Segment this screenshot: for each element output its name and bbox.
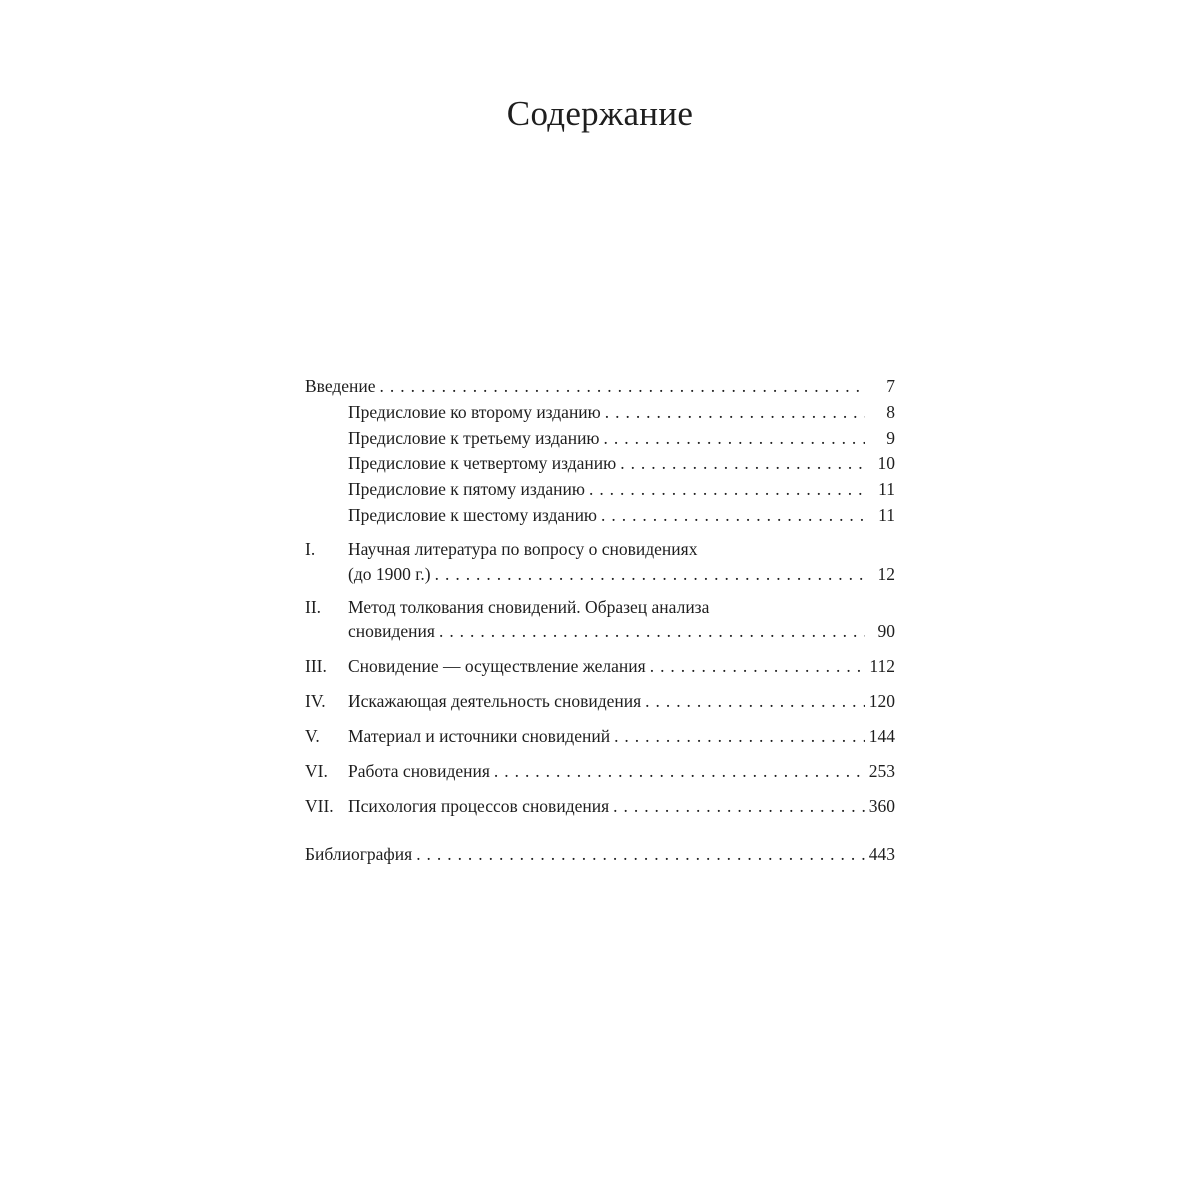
toc-page-number: 90	[877, 621, 895, 641]
chapter-number: VI.	[305, 761, 328, 781]
toc-page-number: 8	[886, 402, 895, 422]
toc-page-number: 12	[877, 564, 895, 584]
leader-dots	[601, 504, 865, 526]
toc-entry-label-line2: (до 1900 г.)	[348, 564, 431, 584]
toc-entry-chapter-7[interactable]	[348, 795, 895, 817]
toc-page-number: 112	[869, 656, 895, 676]
toc-page-number: 7	[886, 376, 895, 396]
toc-entry-label: Предисловие к четвертому изданию	[348, 453, 617, 473]
leader-dots	[589, 478, 865, 500]
toc-entry-label: Предисловие к третьему изданию	[348, 428, 600, 448]
toc-entry-chapter-6[interactable]	[348, 760, 895, 782]
leader-dots	[645, 690, 865, 712]
chapter-number: II.	[305, 597, 322, 617]
leader-dots	[650, 655, 865, 677]
toc-entry-label-line2: сновидения	[348, 621, 435, 641]
toc-page-number: 9	[886, 428, 895, 448]
leader-dots	[614, 725, 865, 747]
leader-dots	[380, 375, 865, 397]
chapter-number: VII.	[305, 796, 334, 816]
toc-entry-chapter-1[interactable]	[348, 563, 895, 585]
leader-dots	[613, 795, 865, 817]
toc-entry-label: Психология процессов сновидения	[348, 796, 610, 816]
toc-entry-label: Введение	[305, 376, 376, 396]
toc-page-number: 11	[878, 479, 895, 499]
toc-entry-chapter-2[interactable]	[348, 620, 895, 642]
toc-entry-label-line1[interactable]: Научная литература по вопросу о сновидениях	[348, 539, 698, 559]
leader-dots	[416, 843, 865, 865]
toc-entry-label: Сновидение — осуществление желания	[348, 656, 646, 676]
leader-dots	[435, 563, 865, 585]
toc-page-number: 443	[868, 844, 895, 864]
toc-entry-introduction[interactable]	[305, 375, 895, 397]
toc-entry-label: Библиография	[305, 844, 413, 864]
leader-dots	[439, 620, 865, 642]
toc-page-number: 144	[868, 726, 895, 746]
toc-page-number: 120	[868, 691, 895, 711]
toc-entry-preface[interactable]	[348, 504, 895, 526]
toc-entry-preface[interactable]	[348, 401, 895, 423]
chapter-number: III.	[305, 656, 327, 676]
toc-entry-label: Искажающая деятельность сновидения	[348, 691, 642, 711]
toc-entry-label: Материал и источники сновидений	[348, 726, 611, 746]
toc-entry-label: Предисловие к пятому изданию	[348, 479, 585, 499]
toc-page-number: 360	[868, 796, 895, 816]
toc-page-number: 10	[877, 453, 895, 473]
toc-entry-chapter-3[interactable]	[348, 655, 895, 677]
toc-entry-label: Предисловие ко второму изданию	[348, 402, 601, 422]
leader-dots	[604, 427, 865, 449]
toc-entry-preface[interactable]	[348, 452, 895, 474]
toc-page-number: 253	[868, 761, 895, 781]
toc-page-number: 11	[878, 505, 895, 525]
toc-entry-chapter-5[interactable]	[348, 725, 895, 747]
leader-dots	[494, 760, 865, 782]
chapter-number: I.	[305, 539, 316, 559]
chapter-number: V.	[305, 726, 320, 746]
leader-dots	[620, 452, 865, 474]
toc-entry-label: Работа сновидения	[348, 761, 490, 781]
toc-entry-preface[interactable]	[348, 427, 895, 449]
page-title: Содержание	[506, 94, 694, 133]
toc-entry-chapter-4[interactable]	[348, 690, 895, 712]
toc-entry-label: Предисловие к шестому изданию	[348, 505, 598, 525]
toc-entry-label-line1[interactable]: Метод толкования сновидений. Образец анализа	[348, 597, 710, 617]
toc-entry-bibliography[interactable]	[305, 843, 895, 865]
toc-entry-preface[interactable]	[348, 478, 895, 500]
chapter-number: IV.	[305, 691, 326, 711]
leader-dots	[605, 401, 865, 423]
